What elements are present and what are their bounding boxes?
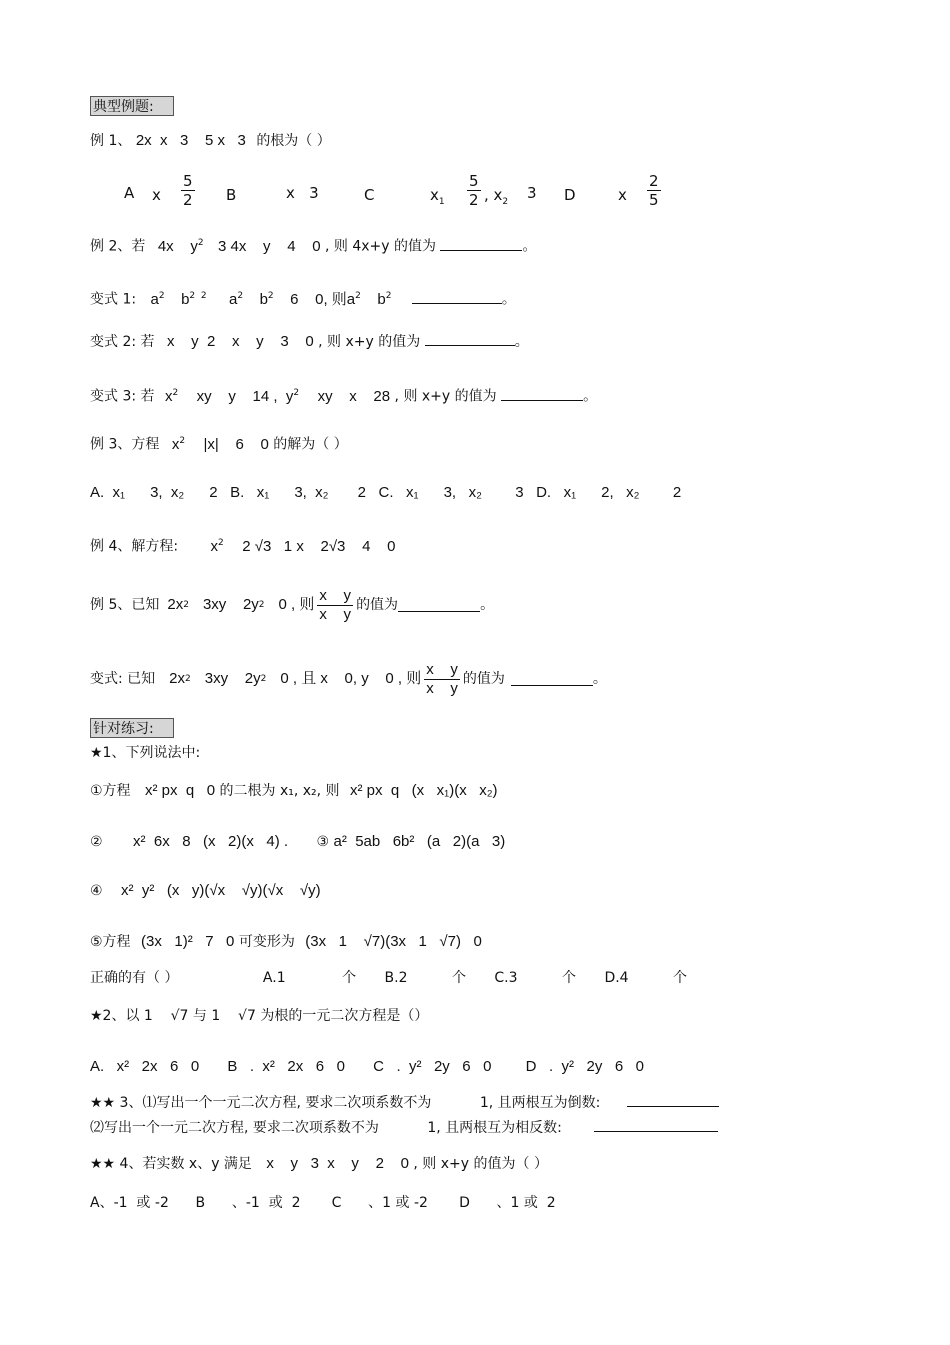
p2-options: A. x² 2x 6 0 B . x² 2x 6 0 C . y² 2y 6 0 D . y² 2y 6 0 bbox=[90, 1058, 645, 1075]
ex1-option-d-fraction: $\frac{2}{5}$ bbox=[649, 172, 659, 209]
example-1 bbox=[90, 132, 331, 150]
p1-statement-5: ⑤方程 (3x 1)² 7 0 可变形为 (3x 1 √7)(3x 1 √7) 0 bbox=[90, 933, 482, 950]
p3-line-2: ⑵写出一个一元二次方程, 要求二次项系数不为 1, 且两根互为相反数: bbox=[90, 1119, 718, 1137]
ex1-option-d-label: D bbox=[564, 186, 576, 204]
ex1-option-a-var: x bbox=[152, 186, 161, 204]
ex1-option-c-fraction: $\frac{5}{2}$ bbox=[469, 172, 479, 209]
p4-title: ★★ 4、若实数 x、y 满足 x y 3 x y 2 0 , 则 x+y 的值为（ ） bbox=[90, 1155, 548, 1172]
p1-answer-row: 正确的有（ ） A.1 个 B.2 个 C.3 个 D.4 个 bbox=[90, 970, 688, 986]
p1-statement-4: ④ x² y² (x y)(√x √y)(√x √y) bbox=[90, 882, 321, 899]
example-2: 例 2、若 4x $y^2$ 3 4x y 4 0 , 则 4x+y 的值为 。 bbox=[90, 237, 537, 255]
ex1-option-c-x2: , $x_2$ bbox=[484, 186, 509, 207]
section-header-practice: 针对练习: bbox=[90, 718, 174, 738]
ex1-option-b-text: x 3 bbox=[286, 184, 319, 202]
ex1-option-b-label: B bbox=[226, 186, 237, 204]
ex1-option-a-label: A bbox=[124, 184, 135, 202]
example-4: 例 4、解方程: $x^2$ 2 √3 1 x 2√3 4 0 bbox=[90, 537, 396, 555]
ex1-option-c-tail: 3 bbox=[527, 184, 537, 202]
p1-statement-2-3: ② x² 6x 8 (x 2)(x 4) . ③ a² 5ab 6b² (a 2)(a 3) bbox=[90, 833, 506, 850]
p1-title: ★1、下列说法中: bbox=[90, 745, 201, 761]
p1-statement-1: ①方程 x² px q 0 的二根为 x₁, x₂, 则 x² px q (x x₁)(x x₂) bbox=[90, 782, 498, 799]
p2-title: ★2、以 1 √7 与 1 √7 为根的一元二次方程是（） bbox=[90, 1008, 429, 1024]
ex1-equation: 2x x 3 5 x 3 bbox=[135, 132, 246, 149]
variant-2: 变式 2: 若 x y 2 x y 3 0 , 则 x+y 的值为 。 bbox=[90, 333, 529, 350]
ex1-suffix: 的根为（ ） bbox=[256, 133, 331, 149]
variant-5: 变式: 已知 2x 2 3xy 2y 2 0 , 且 x 0, y 0 , 则 $\frac{\text{x y}}{\text{x y}}$ 的值为 。 bbox=[90, 660, 607, 697]
ex1-option-a-fraction: $\frac{5}{2}$ bbox=[183, 172, 193, 209]
ex1-option-d-var: x bbox=[618, 186, 627, 204]
example-5: 例 5、已知 2x 2 3xy 2y 2 0 , 则 $\frac{\text{x y}}{\text{x y}}$ 的值为 。 bbox=[90, 586, 495, 623]
example-3-options: A. x₁ 3, x₂ 2 B. x₁ 3, x₂ 2 C. x₁ 3, x₂ 3 D. x₁ 2, x₂ 2 bbox=[90, 484, 682, 501]
example-3: 例 3、方程 $x^2$ |x| 6 0 的解为（ ） bbox=[90, 435, 348, 453]
section-header-examples: 典型例题: bbox=[90, 96, 174, 116]
ex1-option-c-x1: $x_1$ bbox=[430, 186, 445, 207]
p4-options: A、-1 或 -2 B 、-1 或 2 C 、1 或 -2 D 、1 或 2 bbox=[90, 1195, 556, 1211]
ex1-option-c-label: C bbox=[364, 186, 375, 204]
variant-3: 变式 3: 若 $x^2$ xy y 14 , $y^2$ xy x 28 , 则 x+y 的值为 。 bbox=[90, 387, 598, 405]
variant-1: 变式 1: $a^2$ $b^{2 2}$ $a^2$ $b^2$ 6 0, 则$a^2$ $b^2$ 。 bbox=[90, 290, 516, 308]
ex1-prefix: 例 1、 bbox=[90, 133, 132, 149]
p3-line-1: ★★ 3、⑴写出一个一元二次方程, 要求二次项系数不为 1, 且两根互为倒数: bbox=[90, 1094, 719, 1112]
